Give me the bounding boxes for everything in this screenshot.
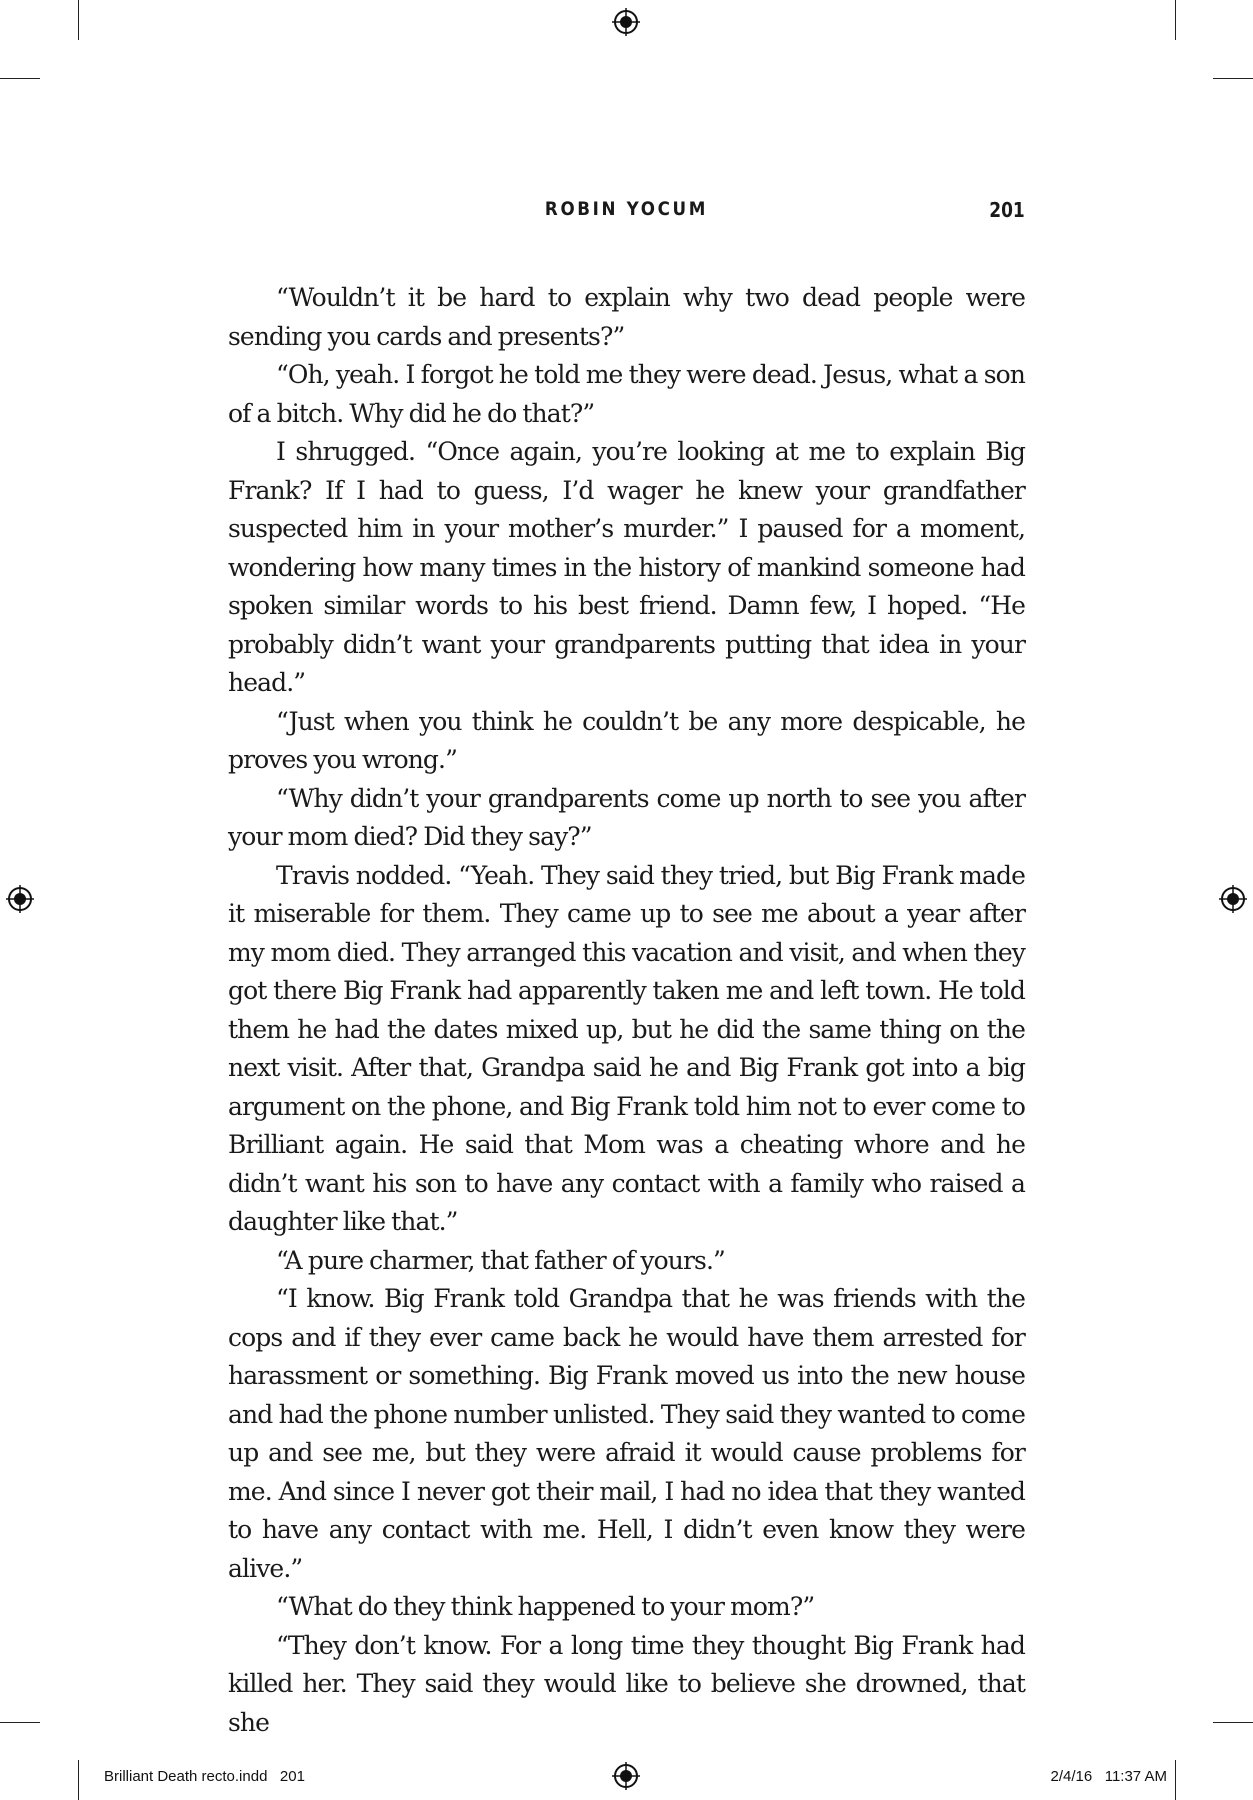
registration-mark-right-icon [1219, 885, 1247, 913]
crop-mark-top-right [1175, 0, 1176, 40]
paragraph: Travis nodded. “Yeah. They said they tried, but Big Frank made it miserable for them. They came up to see me about a year after my mom died. They arranged this vacation and visit, and when they got there Big Frank had apparently taken me and left town. He told them he had the dates mixed up, but he did the same thing on the next visit. After that, Grandpa said he and Big Frank got into a big argument on the phone, and Big Frank told him not to ever come to Brilliant again. He said that Mom was a cheating whore and he didn’t want his son to have any contact with a family who raised a daughter like that.” [228, 860, 1025, 1236]
paragraph: “Oh, yeah. I forgot he told me they were dead. Jesus, what a son of a bitch. Why did he do that?” [228, 360, 1025, 428]
slug-filename: Brilliant Death recto.indd 201 [104, 1768, 305, 1785]
registration-mark-bottom-icon [612, 1762, 640, 1790]
running-head-author: ROBIN YOCUM [544, 198, 709, 220]
crop-mark-right-bottom [1213, 1722, 1253, 1723]
paragraph: “Wouldn’t it be hard to explain why two dead people were sending you cards and presents?” [228, 283, 1025, 351]
page-number: 201 [989, 198, 1025, 222]
paragraph: “Just when you think he couldn’t be any more despicable, he proves you wrong.” [228, 706, 1025, 774]
registration-mark-left-icon [6, 885, 34, 913]
crop-mark-left-bottom [0, 1722, 40, 1723]
running-head [228, 198, 1025, 228]
crop-mark-top-left [78, 0, 79, 40]
paragraph: “What do they think happened to your mom?” [276, 1592, 815, 1621]
paragraph: “I know. Big Frank told Grandpa that he was friends with the cops and if they ever came back he would have them arrested for harassment or something. Big Frank moved us into the new house and had the phone number unlisted. They said they wanted to come up and see me, but they were afraid it would cause problems for me. And since I never got their mail, I had no idea that they wanted to have any contact with me. Hell, I didn’t even know they were alive.” [228, 1284, 1025, 1583]
paragraph: “A pure charmer, that father of yours.” [276, 1245, 725, 1275]
body-text [228, 279, 1025, 1742]
paragraph: “They don’t know. For a long time they thought Big Frank had killed her. They said they would like to believe she drowned, that she [228, 1630, 1025, 1737]
crop-mark-bottom-left [78, 1760, 79, 1800]
paragraph: I shrugged. “Once again, you’re looking at me to explain Big Frank? If I had to guess, I’d wager he knew your grandfather suspected him in your mother’s murder.” I paused for a moment, wondering how many times in the history of mankind someone had spoken similar words to his best friend. Damn few, I hoped. “He probably didn’t want your grandparents putting that idea in your head.” [228, 437, 1025, 697]
crop-mark-right-top [1213, 78, 1253, 79]
paragraph: “Why didn’t your grandparents come up north to see you after your mom died? Did they say?” [228, 783, 1025, 851]
crop-mark-bottom-right [1175, 1760, 1176, 1800]
registration-mark-top-icon [612, 8, 640, 36]
slug-datetime: 2/4/16 11:37 AM [1050, 1768, 1167, 1785]
crop-mark-left-top [0, 78, 40, 79]
